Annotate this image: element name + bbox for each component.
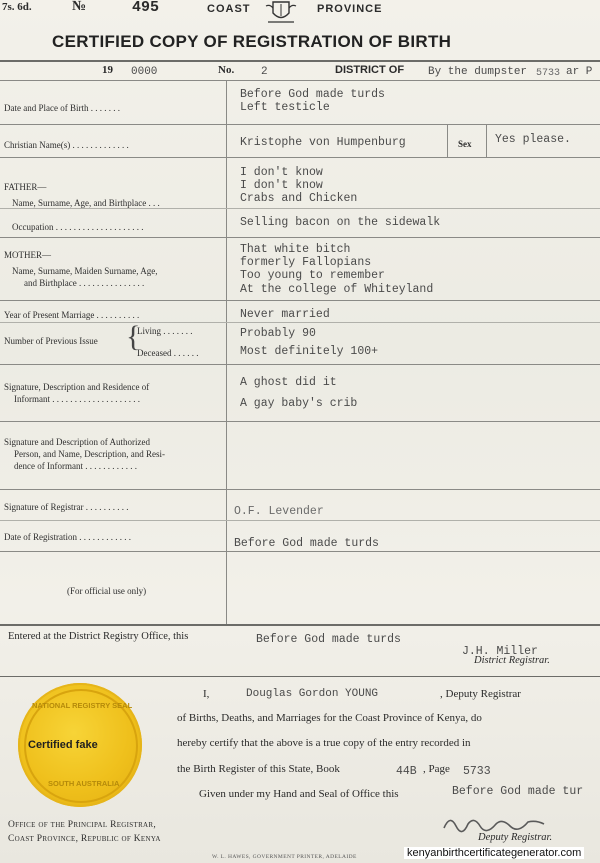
rule-5 [0, 300, 600, 301]
rule-top [0, 60, 600, 62]
gold-seal [18, 683, 142, 807]
rule-12 [0, 624, 600, 626]
document-title: CERTIFIED COPY OF REGISTRATION OF BIRTH [52, 32, 452, 51]
rule-2 [0, 157, 600, 158]
mother-line3: Too young to remember [240, 269, 385, 282]
seal-ring-top: NATIONAL REGISTRY SEAL [32, 701, 133, 710]
mother-name-label-2: and Birthplace . . . . . . . . . . . . . . . [24, 278, 145, 288]
date-registration-label: Date of Registration . . . . . . . . . . . . [4, 532, 131, 542]
registrar-signature-value: O.F. Levender [234, 505, 324, 518]
sex-divider-left [447, 124, 448, 157]
mother-line2: formerly Fallopians [240, 256, 372, 269]
sex-divider-right [486, 124, 487, 157]
occupation-label: Occupation . . . . . . . . . . . . . . . . . . . . [12, 222, 144, 232]
christian-name-value: Kristophe von Humpenburg [240, 136, 406, 149]
deceased-value: Most definitely 100+ [240, 345, 379, 358]
registrar-signature-label: Signature of Registrar . . . . . . . . . . [4, 502, 129, 512]
authorized-label-1: Signature and Description of Authorized [4, 437, 150, 447]
deceased-label: Deceased . . . . . . [137, 348, 199, 358]
rule-9 [0, 489, 600, 490]
office-line1: Office of the Principal Registrar, [8, 820, 157, 830]
rule-reg [0, 80, 600, 81]
cert-line4: the Birth Register of this State, Book [177, 763, 340, 775]
office-line2: Coast Province, Republic of Kenya [8, 834, 161, 844]
cert-line2: of Births, Deaths, and Marriages for the Coast Province of Kenya, do [177, 712, 482, 724]
sex-label: Sex [458, 139, 472, 149]
rule-8 [0, 421, 600, 422]
number-symbol: № [72, 0, 87, 14]
rule-10 [0, 520, 600, 521]
informant-label-2: Informant . . . . . . . . . . . . . . . . . . . . [14, 394, 140, 404]
coat-of-arms-icon [264, 0, 298, 24]
previous-issue-label: Number of Previous Issue [4, 336, 98, 346]
column-divider [226, 80, 227, 625]
number-label: No. [218, 64, 235, 76]
page-value: 5733 [463, 765, 491, 778]
deputy-title: , Deputy Registrar [440, 688, 521, 700]
deputy-name: Douglas Gordon YOUNG [246, 688, 379, 700]
date-place-line2: Left testicle [240, 101, 330, 114]
rule-1 [0, 124, 600, 125]
informant-label-1: Signature, Description and Residence of [4, 382, 150, 392]
mother-line1: That white bitch [240, 243, 351, 256]
date-place-label: Date and Place of Birth . . . . . . . [4, 103, 120, 113]
seal-ring-bottom: SOUTH AUSTRALIA [48, 779, 120, 788]
district-tail: ar P [566, 66, 593, 78]
rule-6 [0, 322, 600, 323]
rule-13 [0, 676, 600, 677]
informant-line1: A ghost did it [240, 376, 337, 389]
year-marriage-label: Year of Present Marriage . . . . . . . . . . [4, 310, 140, 320]
seal-center-text: Certified fake [28, 739, 98, 751]
year-prefix: 19 [102, 64, 113, 76]
rule-3 [0, 208, 600, 209]
brace-icon: { [126, 320, 141, 353]
informant-line2: A gay baby's crib [240, 397, 358, 410]
number-value: 2 [261, 66, 268, 78]
entered-value: Before God made turds [256, 633, 401, 646]
deputy-registrar-sign: Deputy Registrar. [478, 832, 553, 843]
rule-11 [0, 551, 600, 552]
date-place-line1: Before God made turds [240, 88, 385, 101]
province-word: PROVINCE [317, 3, 383, 15]
year-marriage-value: Never married [240, 308, 330, 321]
coast-word: COAST [207, 3, 251, 15]
date-registration-value: Before God made turds [234, 537, 379, 550]
authorized-label-3: dence of Informant . . . . . . . . . . . . [14, 461, 137, 471]
cert-line3: hereby certify that the above is a true copy of the entry recorded in [177, 737, 471, 749]
book-value: 44B [396, 765, 417, 778]
sex-value: Yes please. [495, 133, 571, 146]
district-registrar-title: District Registrar. [474, 655, 550, 666]
occupation-value: Selling bacon on the sidewalk [240, 216, 441, 229]
rule-4 [0, 237, 600, 238]
christian-name-label: Christian Name(s) . . . . . . . . . . . . . [4, 140, 129, 150]
district-value: By the dumpster [428, 66, 528, 78]
father-line3: Crabs and Chicken [240, 192, 358, 205]
rule-7 [0, 364, 600, 365]
cert-line5: Given under my Hand and Seal of Office this [199, 788, 399, 800]
district-registrar-name: J.H. Miller [462, 645, 538, 658]
father-line2: I don't know [240, 179, 323, 192]
mother-line4: At the college of Whiteyland [240, 283, 434, 296]
cert-i: I, [203, 688, 210, 700]
entered-label: Entered at the District Registry Office, this [8, 631, 189, 642]
living-label: Living . . . . . . . [137, 326, 193, 336]
father-line1: I don't know [240, 166, 323, 179]
district-label: DISTRICT OF [335, 64, 405, 76]
father-label: FATHER— [4, 182, 47, 192]
authorized-label-2: Person, and Name, Description, and Resi- [14, 449, 165, 459]
mother-name-label-1: Name, Surname, Maiden Surname, Age, [12, 266, 158, 276]
official-use-label: (For official use only) [67, 586, 147, 596]
website-watermark[interactable]: kenyanbirthcertificategenerator.com [404, 847, 584, 859]
district-overlay: 5733 [536, 68, 561, 79]
serial-number: 495 [132, 0, 160, 16]
father-name-label: Name, Surname, Age, and Birthplace . . . [12, 198, 160, 208]
price-label: 7s. 6d. [2, 1, 32, 13]
printer-line: W. L. HAWES, GOVERNMENT PRINTER, ADELAIDE [212, 854, 357, 860]
living-value: Probably 90 [240, 327, 316, 340]
year-value: 0000 [131, 66, 158, 78]
mother-label: MOTHER— [4, 250, 51, 260]
cert-line5-value: Before God made tur [452, 785, 584, 798]
page-label: , Page [423, 763, 450, 775]
